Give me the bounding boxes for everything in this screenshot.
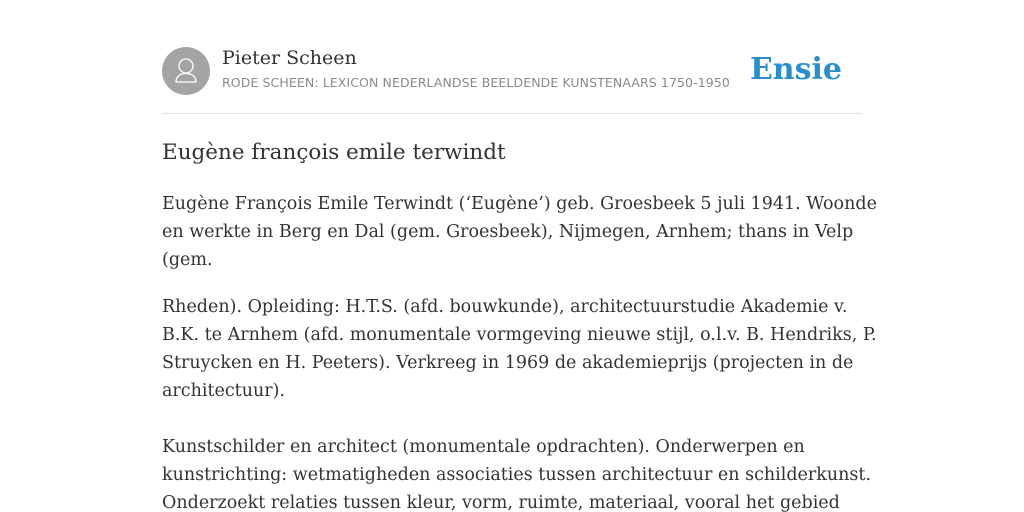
article-header [162,46,862,96]
paragraph-line: Struycken en H. Peeters). Verkreeg in 1969 de akademieprijs (projecten in de [162,353,854,373]
article-paragraph [162,433,871,512]
paragraph-line: (gem. [162,250,213,270]
article-paragraph [162,190,877,274]
paragraph-line: Eugène François Emile Terwindt (‘Eugène’) geb. Groesbeek 5 juli 1941. Woonde [162,194,877,214]
article-title: Eugène françois emile terwindt [162,140,506,165]
article-paragraph [162,293,877,405]
paragraph-line: Rheden). Opleiding: H.T.S. (afd. bouwkunde), architectuurstudie Akademie v. [162,297,848,317]
paragraph-line: Onderzoekt relaties tussen kleur, vorm, ruimte, materiaal, vooral het gebied [162,493,840,512]
header-divider [162,113,862,114]
brand-logo[interactable]: Ensie [749,52,842,87]
paragraph-line: architectuur). [162,381,285,401]
paragraph-line: Kunstschilder en architect (monumentale opdrachten). Onderwerpen en [162,437,805,457]
source-title[interactable]: RODE SCHEEN: LEXICON NEDERLANDSE BEELDENDE KUNSTENAARS 1750-1950 [222,75,730,90]
paragraph-line: kunstrichting: wetmatigheden associaties tussen architectuur en schilderkunst. [162,465,871,485]
paragraph-line: B.K. te Arnhem (afd. monumentale vormgeving nieuwe stijl, o.l.v. B. Hendriks, P. [162,325,877,345]
user-icon [162,47,210,95]
author-name[interactable]: Pieter Scheen [222,47,357,69]
paragraph-line: en werkte in Berg en Dal (gem. Groesbeek), Nijmegen, Arnhem; thans in Velp [162,222,854,242]
author-avatar[interactable] [162,47,210,95]
